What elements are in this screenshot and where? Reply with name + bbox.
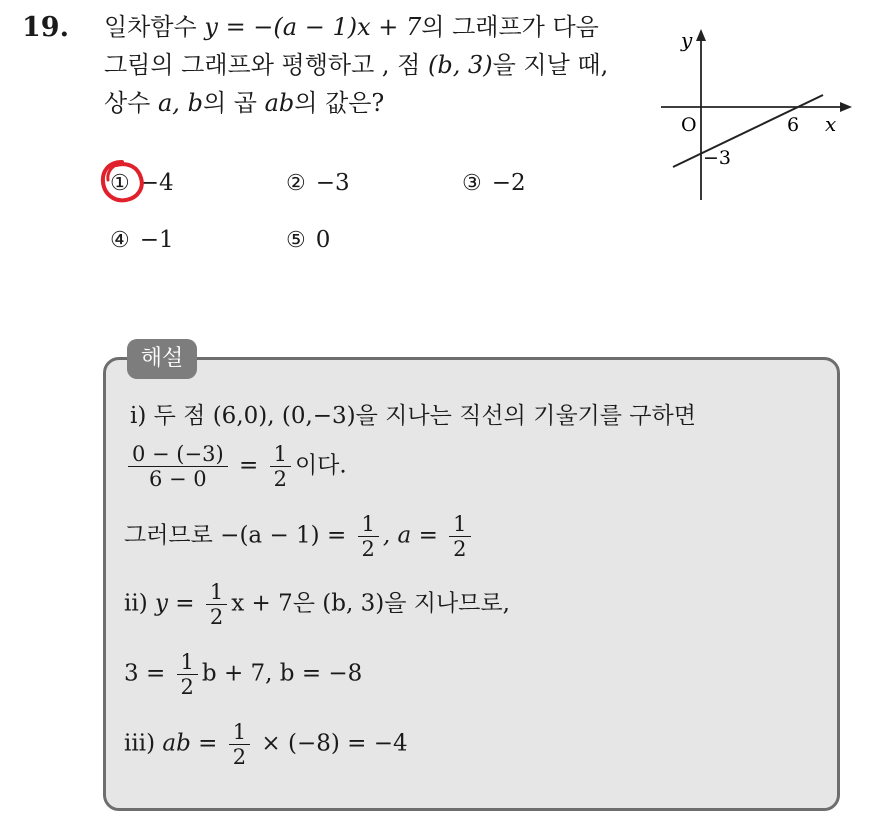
solution-step-1-conclusion	[124, 512, 475, 561]
fraction-numerator: 1	[449, 512, 470, 537]
x-axis-arrow	[840, 102, 852, 112]
choice-mark: ②	[286, 171, 306, 196]
step-text: 이다.	[294, 452, 347, 479]
fraction-numerator: 1	[177, 650, 198, 675]
half-fraction	[449, 512, 470, 561]
question-product: ab	[264, 89, 295, 117]
question-line-2	[104, 50, 608, 80]
choice-value: −4	[139, 170, 174, 196]
solution-step-1-result	[124, 442, 347, 491]
question-point: (b, 3)	[427, 51, 493, 79]
choice-4[interactable]	[110, 227, 174, 253]
origin-label: O	[681, 114, 697, 136]
step-mark: ⅲ)	[124, 730, 156, 757]
step-text: 두 점 (6,0), (0,−3)을 지나는 직선의 기울기를 구하면	[153, 403, 696, 429]
step-text: 3 =	[124, 660, 166, 687]
step-text: 그러므로 −(a − 1) =	[124, 522, 347, 549]
question-equation: y = −(a − 1)x + 7	[204, 13, 422, 41]
question-number: 19.	[22, 12, 69, 43]
question-text: 일차함수	[104, 13, 205, 41]
fraction-numerator: 1	[270, 442, 291, 467]
question-text: 의 곱	[202, 89, 265, 117]
solution-step-2-result	[124, 650, 362, 699]
fraction-numerator: 1	[206, 580, 227, 605]
choice-mark: ④	[110, 228, 130, 253]
question-text: 을 지날 때,	[492, 51, 609, 79]
fraction-denominator: 2	[232, 745, 247, 770]
step-text: y =	[155, 590, 195, 617]
x-intercept-label: 6	[787, 114, 800, 136]
question-variables: a, b	[158, 89, 203, 117]
choice-value: −3	[315, 170, 350, 196]
question-text: 의 그래프가 다음	[421, 13, 599, 41]
half-fraction	[229, 720, 250, 769]
step-text: ab =	[162, 730, 218, 757]
choice-mark: ③	[462, 171, 482, 196]
fraction-denominator: 2	[209, 605, 224, 630]
answer-circle-mark	[98, 158, 150, 206]
question-line-3	[104, 88, 384, 118]
y-axis-label: y	[681, 28, 693, 52]
y-intercept-label: −3	[703, 147, 732, 169]
equals-sign: =	[238, 452, 259, 479]
half-fraction	[177, 650, 198, 699]
step-text: x + 7은 (b, 3)을 지나므로,	[231, 590, 510, 617]
choice-mark: ⑤	[286, 228, 306, 253]
choice-value: −1	[139, 227, 174, 253]
slope-fraction	[128, 442, 228, 491]
choice-value: −2	[491, 170, 526, 196]
fraction-numerator: 1	[229, 720, 250, 745]
fraction-denominator: 2	[453, 537, 467, 562]
half-fraction	[206, 580, 227, 629]
fraction-denominator: 2	[361, 537, 375, 562]
solution-step-3	[124, 720, 408, 769]
step-text: × (−8) = −4	[261, 730, 408, 757]
fraction-numerator: 0 − (−3)	[128, 442, 228, 467]
solution-tag: 해설	[127, 339, 197, 379]
solution-step-1	[130, 397, 696, 430]
fraction-numerator: 1	[358, 512, 379, 537]
question-line-1	[104, 12, 599, 42]
solution-step-2	[124, 580, 510, 629]
question-text: 의 값은?	[294, 89, 385, 117]
choice-5[interactable]	[286, 227, 330, 253]
fraction-denominator: 6 − 0	[148, 467, 207, 492]
linear-graph	[655, 25, 855, 205]
question-text: 그림의 그래프와 평행하고 , 점	[104, 51, 428, 79]
step-mark: ⅱ)	[124, 590, 148, 617]
x-axis-label: x	[825, 112, 837, 136]
y-axis-arrow	[696, 29, 706, 41]
step-text: , a =	[382, 522, 438, 549]
step-text: b + 7, b = −8	[201, 660, 363, 687]
half-fraction	[358, 512, 379, 561]
fraction-denominator: 2	[273, 467, 287, 492]
half-fraction	[270, 442, 291, 491]
fraction-denominator: 2	[180, 675, 194, 700]
choice-3[interactable]	[462, 170, 526, 196]
step-mark: ⅰ)	[130, 403, 147, 429]
question-text: 상수	[104, 89, 158, 117]
choice-mark: ①	[110, 171, 130, 196]
choice-2[interactable]	[286, 170, 350, 196]
choice-value: 0	[315, 227, 331, 253]
